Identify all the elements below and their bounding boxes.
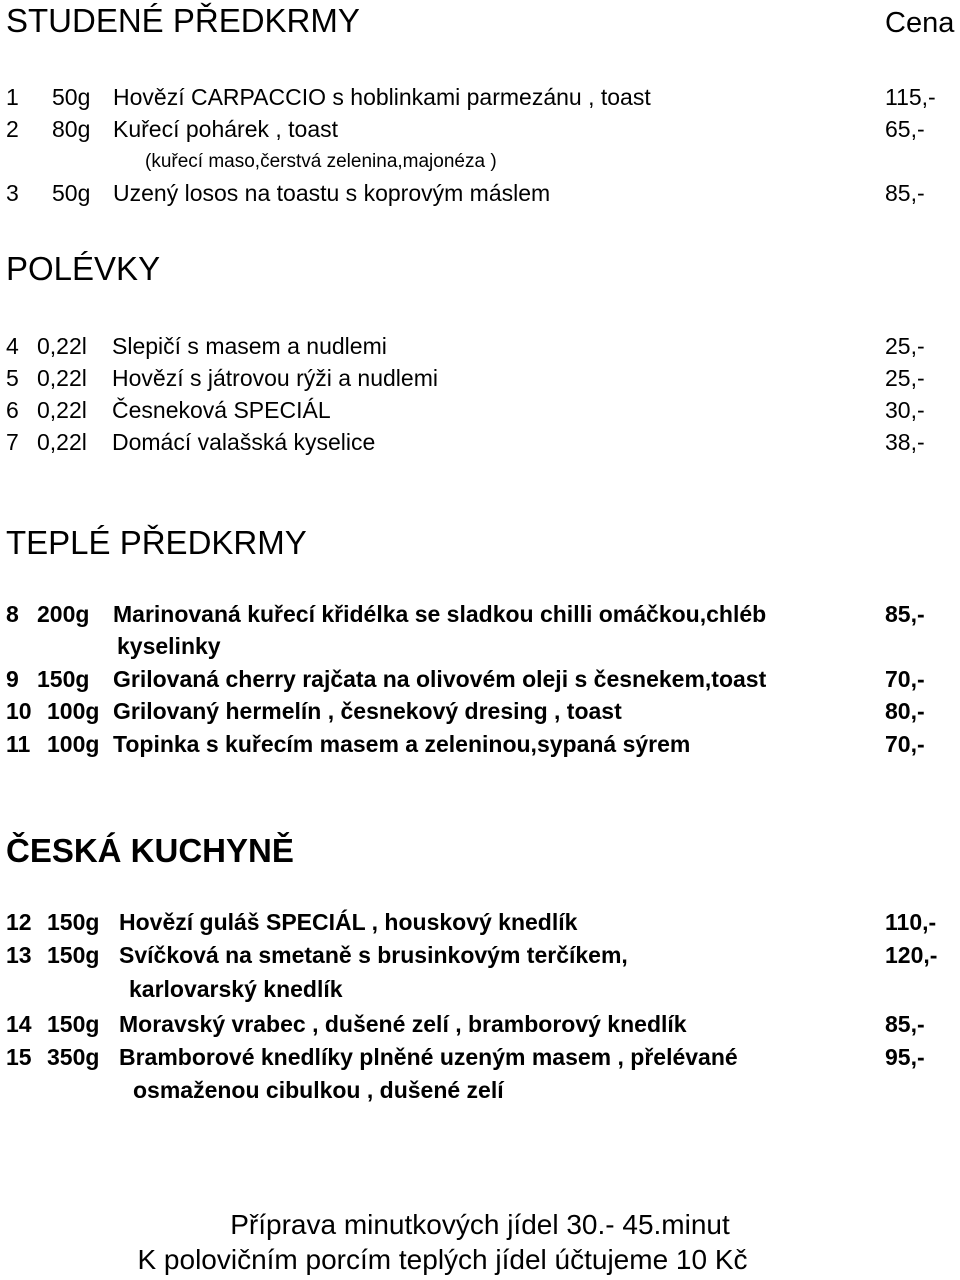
item-quantity: 50g: [52, 180, 91, 206]
item-name: Topinka s kuřecím masem a zeleninou,sypaná sýrem: [113, 731, 691, 757]
item-name: Slepičí s masem a nudlemi: [112, 333, 387, 359]
item-quantity: 100g: [47, 731, 100, 757]
item-name: Hovězí s játrovou rýži a nudlemi: [112, 365, 438, 391]
section-title-czech-cuisine: ČESKÁ KUCHYNĚ: [6, 832, 294, 869]
item-price: 85,-: [885, 180, 925, 206]
item-name: Hovězí CARPACCIO s hoblinkami parmezánu , toast: [113, 84, 651, 110]
section-title-warm-starters: TEPLÉ PŘEDKRMY: [6, 524, 307, 561]
item-price: 38,-: [885, 429, 925, 455]
item-quantity: 150g: [47, 942, 100, 968]
item-price: 30,-: [885, 397, 925, 423]
item-price: 110,-: [885, 909, 937, 935]
item-name: Moravský vrabec , dušené zelí , bramborový knedlík: [119, 1011, 687, 1037]
item-number: 1: [6, 84, 19, 110]
item-number: 12: [6, 909, 32, 935]
item-name: Kuřecí pohárek , toast: [113, 116, 339, 142]
item-name: Domácí valašská kyselice: [112, 429, 376, 455]
item-number: 6: [6, 397, 19, 423]
item-number: 7: [6, 429, 19, 455]
price-column-header: Cena: [885, 7, 955, 39]
item-name: Grilovaný hermelín , česnekový dresing , toast: [113, 698, 622, 724]
section-title-cold-starters: STUDENÉ PŘEDKRMY: [6, 2, 360, 39]
item-price: 85,-: [885, 601, 925, 627]
item-quantity: 100g: [47, 698, 100, 724]
item-quantity: 350g: [47, 1044, 100, 1070]
item-number: 9: [6, 666, 19, 692]
item-note: (kuřecí maso,čerstvá zelenina,majonéza ): [145, 151, 497, 172]
item-number: 4: [6, 333, 19, 359]
item-name: Marinovaná kuřecí křidélka se sladkou chilli omáčkou,chléb: [113, 601, 767, 627]
item-price: 85,-: [885, 1011, 925, 1037]
item-quantity: 0,22l: [37, 397, 87, 423]
item-name: Hovězí guláš SPECIÁL , houskový knedlík: [119, 909, 578, 935]
item-price: 65,-: [885, 116, 925, 142]
item-price: 25,-: [885, 365, 925, 391]
item-quantity: 0,22l: [37, 365, 87, 391]
item-number: 2: [6, 116, 19, 142]
item-number: 8: [6, 601, 19, 627]
item-quantity: 150g: [37, 666, 90, 692]
item-number: 13: [6, 942, 32, 968]
item-quantity: 0,22l: [37, 429, 87, 455]
item-price: 25,-: [885, 333, 925, 359]
section-title-soups: POLÉVKY: [6, 250, 161, 287]
item-name: Česneková SPECIÁL: [112, 397, 331, 423]
item-quantity: 80g: [52, 116, 91, 142]
item-number: 15: [6, 1044, 32, 1070]
item-price: 115,-: [885, 84, 936, 110]
item-name: Grilovaná cherry rajčata na olivovém oleji s česnekem,toast: [113, 666, 767, 692]
footer-preparation-time: Příprava minutkových jídel 30.- 45.minut: [230, 1209, 730, 1240]
item-name: Bramborové knedlíky plněné uzeným masem , přelévané: [119, 1044, 738, 1070]
item-quantity: 150g: [47, 1011, 100, 1037]
item-quantity: 200g: [37, 601, 90, 627]
item-name-continued: osmaženou cibulkou , dušené zelí: [133, 1077, 504, 1103]
item-name-continued: karlovarský knedlík: [129, 976, 343, 1002]
item-price: 70,-: [885, 731, 925, 757]
item-number: 5: [6, 365, 19, 391]
item-price: 70,-: [885, 666, 925, 692]
item-price: 80,-: [885, 698, 925, 724]
item-quantity: 0,22l: [37, 333, 87, 359]
item-quantity: 50g: [52, 84, 91, 110]
item-number: 3: [6, 180, 19, 206]
item-quantity: 150g: [47, 909, 100, 935]
item-name: Svíčková na smetaně s brusinkovým terčíkem,: [119, 942, 628, 968]
item-number: 11: [6, 731, 31, 757]
item-price: 95,-: [885, 1044, 925, 1070]
item-name: Uzený losos na toastu s koprovým máslem: [113, 180, 551, 206]
item-name-continued: kyselinky: [117, 633, 221, 659]
footer-half-portion-note: K polovičním porcím teplých jídel účtujeme 10 Kč: [137, 1244, 748, 1275]
item-price: 120,-: [885, 942, 938, 968]
item-number: 10: [6, 698, 32, 724]
item-number: 14: [6, 1011, 32, 1037]
